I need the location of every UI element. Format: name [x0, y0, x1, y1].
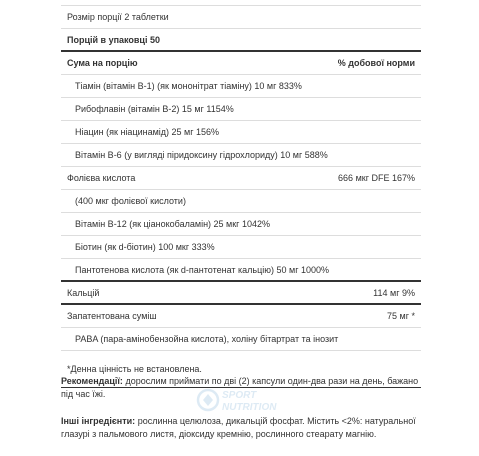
recommendations-text: дорослим приймати по дві (2) капсули один-два рази на день, бажано під час їжі.	[61, 376, 419, 399]
other-ingredients-paragraph	[61, 415, 421, 441]
nutrient-label: (400 мкг фолієвої кислоти)	[75, 196, 186, 206]
table-row	[61, 259, 421, 282]
logo-text-line1: SPORT	[222, 390, 257, 401]
serving-size: Розмір порції 2 таблетки	[67, 12, 169, 22]
table-row	[61, 167, 421, 190]
table-row	[61, 190, 421, 213]
table-row	[61, 305, 421, 328]
nutrient-label: Вітамін B-12 (як ціанокобаламін) 25 мкг 1042%	[75, 219, 270, 229]
table-header-row	[61, 52, 421, 75]
supplement-facts-table	[61, 5, 421, 388]
table-row	[61, 121, 421, 144]
nutrient-label: PABA (пара-амінобензойна кислота), холіну бітартрат та інозит	[75, 334, 339, 344]
footnote: *Денна цінність не встановлена.	[67, 364, 202, 374]
table-row	[61, 282, 421, 305]
nutrient-value: 75 мг *	[387, 311, 415, 321]
table-row	[61, 144, 421, 167]
nutrient-label: Біотин (як d-біотин) 100 мкг 333%	[75, 242, 215, 252]
nutrient-label: Вітамін B-6 (у вигляді піридоксину гідрохлориду) 10 мг 588%	[75, 150, 328, 160]
table-row	[61, 98, 421, 121]
servings-per-container-row	[61, 29, 421, 52]
table-row	[61, 328, 421, 351]
nutrient-label: Фолієва кислота	[67, 173, 136, 183]
recommendations-label: Рекомендації:	[61, 376, 123, 386]
servings-per-container: Порцій в упаковці 50	[67, 35, 160, 45]
nutrient-label: Ніацин (як ніацинамід) 25 мг 156%	[75, 127, 220, 137]
nutrient-label: Рибофлавін (вітамін B-2) 15 мг 1154%	[75, 104, 234, 114]
nutrient-label: Кальцій	[67, 288, 100, 298]
nutrient-label: Пантотенова кислота (як d-пантотенат кальцію) 50 мг 1000%	[75, 265, 330, 275]
amount-per-serving-header: Сума на порцію	[67, 58, 138, 68]
table-row	[61, 213, 421, 236]
logo-diamond-icon	[203, 394, 213, 406]
other-ingredients-text: рослинна целюлоза, дикальцій фосфат. Містить <2%: натуральної глазурі з пальмового листя, діоксиду кремнію, рослинного стеарату магнію.	[61, 416, 416, 439]
table-row	[61, 75, 421, 98]
serving-size-row	[61, 6, 421, 29]
other-ingredients-label: Інші інгредієнти:	[61, 416, 136, 426]
nutrient-value: 666 мкг DFE 167%	[338, 173, 415, 183]
nutrient-label: Запатентована суміш	[67, 311, 157, 321]
nutrient-value: 114 мг 9%	[373, 288, 415, 298]
nutrient-label: Тіамін (вітамін B-1) (як мононітрат тіаміну) 10 мг 833%	[75, 81, 302, 91]
table-row	[61, 236, 421, 259]
sport-nutrition-watermark-logo	[196, 385, 291, 415]
daily-value-header: % добової норми	[337, 58, 415, 68]
logo-text-line2: NUTRITION	[222, 402, 277, 413]
